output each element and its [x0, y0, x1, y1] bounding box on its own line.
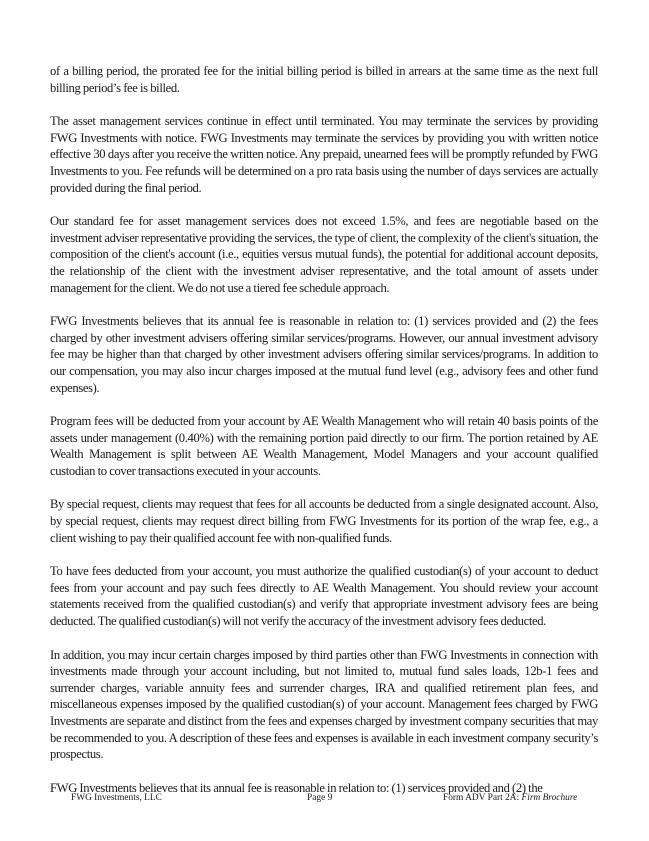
- footer-form-prefix: Form ADV Part 2A:: [443, 793, 522, 803]
- paragraph-fee-deduction: To have fees deducted from your account, you must authorize the qualified custodian(s) of your account to deduct fees from your account and pay such fees directly to AE Wealth Management. You should review your account statements received from the qualified custodian(s) and verify that appropriate investment advisory fees are being deducted. The qualified custodian(s) will not verify the accuracy of the investment advisory fees deducted.: [50, 564, 598, 629]
- paragraph-fee-reasonableness: FWG Investments believes that its annual fee is reasonable in relation to: (1) services provided and (2) the fees charged by other investment advisers offering similar services/programs. However, our annual investment advisory fee may be higher than that charged by other investment advisers offering similar services/programs. In addition to our compensation, you may also incur charges imposed at the mutual fund level (e.g., advisory fees and other fund expenses).: [50, 314, 598, 395]
- paragraph-termination: The asset management services continue in effect until terminated. You may terminate the services by providing FWG Investments with notice. FWG Investments may terminate the services by providing you with written notice effective 30 days after you receive the written notice. Any prepaid, unearned fees will be promptly refunded by FWG Investments to you. Fee refunds will be determined on a pro rata basis using the number of days services are actually provided during the final period.: [50, 114, 598, 195]
- paragraph-fee-reasonableness-repeat: FWG Investments believes that its annual fee is reasonable in relation to: (1) services provided and (2) the: [50, 780, 543, 795]
- paragraph-special-request: By special request, clients may request that fees for all accounts be deducted from a single designated account. Also, by special request, clients may request direct billing from FWG Investments for its portion of the wrap fee, e.g., a client wishing to pay their qualified account fee with non-qualified funds.: [50, 497, 598, 545]
- footer-company-name: FWG Investments, LLC: [71, 793, 162, 803]
- page-footer: [0, 793, 649, 807]
- paragraph-third-party-charges: In addition, you may incur certain charges imposed by third parties other than FWG Investments in connection with investments made through your account including, but not limited to, mutual fund sales loads, 12b-1 fees and surrender charges, variable annuity fees and surrender charges, IRA and qualified retirement plan fees, and miscellaneous expenses imposed by the qualified custodian(s) of your account. Management fees charged by FWG Investments are separate and distinct from the fees and expenses charged by investment company securities that may be recommended to you. A description of these fees and expenses is available in each investment company security’s prospectus.: [50, 647, 598, 762]
- footer-form-label: [443, 793, 577, 803]
- paragraph-program-fees: Program fees will be deducted from your account by AE Wealth Management who will retain 40 basis points of the assets under management (0.40%) with the remaining portion paid directly to our firm. The portion retained by AE Wealth Management is split between AE Wealth Management, Model Managers and your account qualified custodian to cover transactions executed in your accounts.: [50, 414, 598, 478]
- paragraph-billing-period: of a billing period, the prorated fee for the initial billing period is billed in arrears at the same time as the next full billing period’s fee is billed.: [50, 64, 598, 95]
- footer-form-title: Firm Brochure: [521, 793, 578, 803]
- document-body: [50, 63, 598, 796]
- paragraph-standard-fee: Our standard fee for asset management services does not exceed 1.5%, and fees are negotiable based on the investment adviser representative providing the services, the type of client, the complexity of the client's situation, the composition of the client's account (i.e., equities versus mutual funds), the potential for additional account deposits, the relationship of the client with the investment adviser representative, and the total amount of assets under management for the client. We do not use a tiered fee schedule approach.: [50, 214, 598, 295]
- footer-page-number: Page 9: [307, 793, 333, 803]
